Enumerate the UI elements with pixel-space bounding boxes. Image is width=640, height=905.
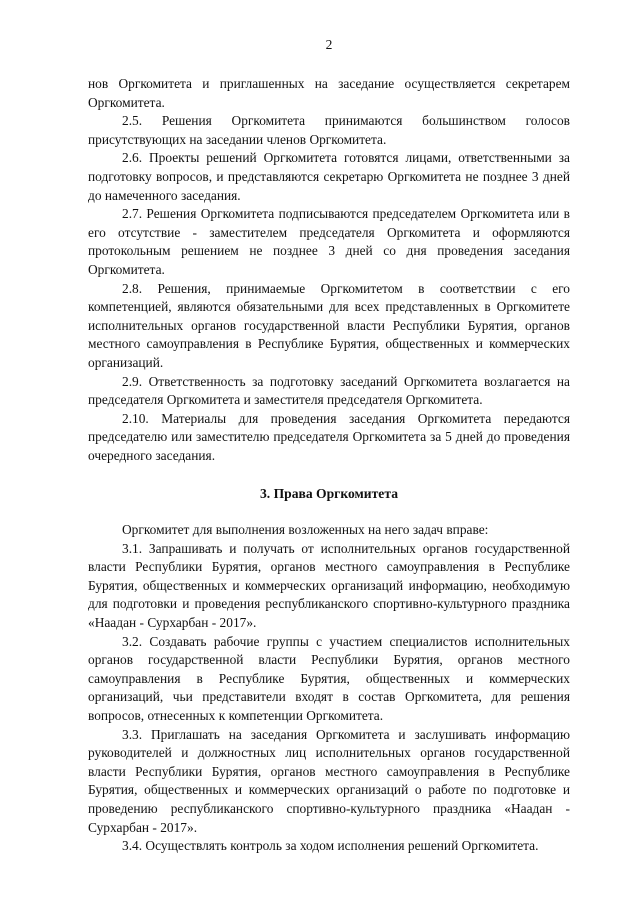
section-heading: 3. Права Оргкомитета	[259, 486, 398, 502]
paragraph-2-8: 2.8. Решения, принимаемые Оргкомитетом в соответствии с его компетенцией, являются обязательными для всех представленных в Оргкомитете исполнительных органов государственной власти Республики Бурятия, органов местного самоуправления в Республике Бурятия, общественных и коммерческих организаций.	[88, 280, 570, 370]
paragraph-continuation: нов Оргкомитета и приглашенных на заседание осуществляется секретарем Оргкомитета.	[88, 76, 570, 110]
document-body	[88, 75, 570, 856]
paragraph-intro: Оргкомитет для выполнения возложенных на него задач вправе:	[122, 522, 489, 538]
paragraph-2-10: 2.10. Материалы для проведения заседания Оргкомитета передаются председателю или заместителю председателя Оргкомитета за 5 дней до проведения очередного заседания.	[88, 410, 570, 463]
paragraph-3-4: 3.4. Осуществлять контроль за ходом исполнения решений Оргкомитета.	[122, 838, 539, 854]
paragraph-2-5: 2.5. Решения Оргкомитета принимаются большинством голосов присутствующих на заседании членов Оргкомитета.	[88, 113, 570, 147]
paragraph-2-6: 2.6. Проекты решений Оргкомитета готовятся лицами, ответственными за подготовку вопросов, и представляются секретарю Оргкомитета не позднее 3 дней до намеченного заседания.	[88, 150, 570, 203]
paragraph-2-7: 2.7. Решения Оргкомитета подписываются председателем Оргкомитета или в его отсутствие - заместителем председателя Оргкомитета и оформляются протокольным решением не позднее 3 дней со дня проведения заседания Оргкомитета.	[88, 206, 570, 277]
paragraph-2-9: 2.9. Ответственность за подготовку заседаний Оргкомитета возлагается на председателя Оргкомитета и заместителя председателя Оргкомитета.	[88, 373, 570, 408]
paragraph-3-3: 3.3. Приглашать на заседания Оргкомитета и заслушивать информацию руководителей и должностных лиц исполнительных органов государственной власти Республики Бурятия, органов местного самоуправления в Республике Бурятия, общественных и коммерческих организаций о работе по подготовке и проведению республиканского спортивно-культурного праздника «Наадан - Сурхарбан - 2017».	[88, 726, 570, 835]
paragraph-3-1: 3.1. Запрашивать и получать от исполнительных органов государственной власти Республики Бурятия, органов местного самоуправления в Республике Бурятия, общественных и коммерческих организаций информацию, необходимую для подготовки и проведения республиканского спортивно-культурного праздника «Наадан - Сурхарбан - 2017».	[88, 540, 570, 631]
paragraph-3-2: 3.2. Создавать рабочие группы с участием специалистов исполнительных органов государственной власти Республики Бурятия, органов местного самоуправления в Республике Бурятия, общественных и коммерческих организаций, чьи представители входят в состав Оргкомитета, для решения вопросов, отнесенных к компетенции Оргкомитета.	[88, 633, 570, 723]
page-number: 2	[325, 37, 333, 52]
